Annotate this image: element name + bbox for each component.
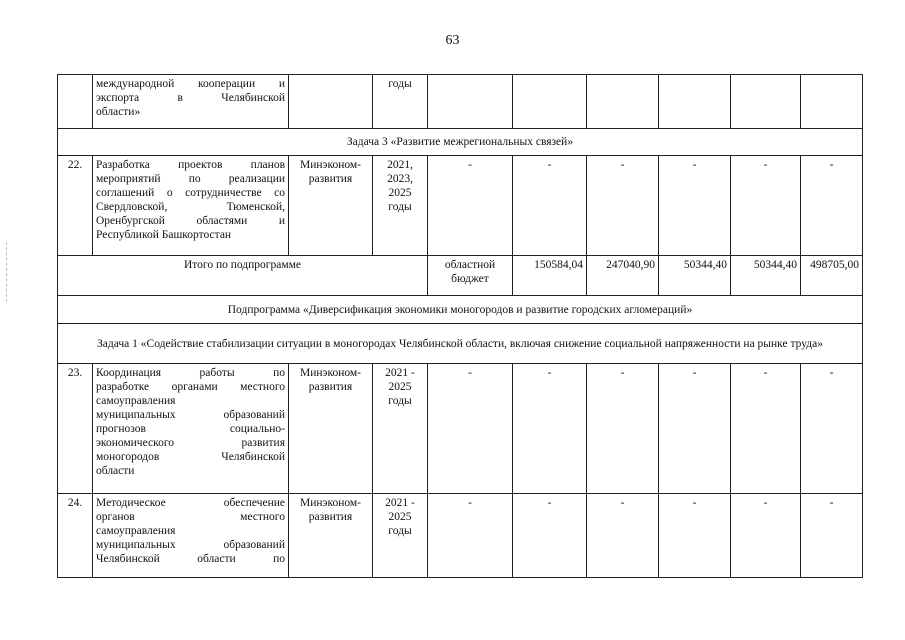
task3-header: Задача 3 «Развитие межрегиональных связей» — [58, 129, 863, 156]
period-cell: 2021 - 2025 годы — [373, 494, 428, 578]
value-cell: - — [659, 364, 731, 494]
value-cell: - — [428, 156, 513, 256]
period-cell: 2021 - 2025 годы — [373, 364, 428, 494]
table-row-23 — [58, 364, 863, 494]
value-cell: - — [659, 156, 731, 256]
executor-cell: Минэконом-развития — [289, 364, 373, 494]
value-cell: - — [428, 364, 513, 494]
executor-cell — [289, 75, 373, 129]
program-table — [57, 74, 863, 578]
table-row-24 — [58, 494, 863, 578]
event-text-line: муниципальных образований — [96, 539, 285, 551]
event-text-line: мероприятий по реализации — [96, 173, 285, 185]
value-cell: - — [513, 364, 587, 494]
value-cell: - — [801, 156, 863, 256]
event-text-line: Разработка проектов планов — [96, 159, 285, 171]
value-cell: 247040,90 — [587, 256, 659, 296]
row-number: 23. — [58, 364, 93, 494]
subtotal-row — [58, 256, 863, 296]
value-cell: - — [731, 156, 801, 256]
event-text-line: Координация работы по — [96, 367, 285, 379]
value-cell: - — [731, 494, 801, 578]
value-cell: - — [513, 156, 587, 256]
value-cell: - — [801, 494, 863, 578]
value-cell: - — [801, 364, 863, 494]
event-text-line: Свердловской, Тюменской, — [96, 201, 285, 213]
event-text-line: самоуправления — [96, 395, 176, 407]
margin-mark — [6, 242, 8, 302]
executor-cell: Минэконом-развития — [289, 156, 373, 256]
subprogram-header: Подпрограмма «Диверсификация экономики моногородов и развитие городских агломераций» — [58, 296, 863, 324]
value-cell: - — [731, 364, 801, 494]
event-text-line: экономического развития — [96, 437, 285, 449]
event-text-line: международной кооперации и — [96, 78, 285, 90]
event-text-line: прогнозов социально- — [96, 423, 285, 435]
event-text-line: самоуправления — [96, 525, 176, 537]
event-cell — [93, 156, 289, 256]
event-text-line: Челябинской области по — [96, 553, 285, 565]
value-cell: 50344,40 — [731, 256, 801, 296]
task1-header: Задача 1 «Содействие стабилизации ситуации в моногородах Челябинской области, включая снижение социальной напряженности на рынке труда» — [58, 324, 863, 364]
value-cell — [513, 75, 587, 129]
num-cell — [58, 75, 93, 129]
table-row-continued — [58, 75, 863, 129]
value-cell: - — [587, 156, 659, 256]
row-number: 24. — [58, 494, 93, 578]
event-cell — [93, 75, 289, 129]
value-cell: 498705,00 — [801, 256, 863, 296]
task-header-row — [58, 129, 863, 156]
value-cell: - — [587, 494, 659, 578]
event-text-line: области» — [96, 106, 141, 118]
value-cell: - — [428, 494, 513, 578]
task-header-row — [58, 324, 863, 364]
event-text-line: Республикой Башкортостан — [96, 229, 232, 241]
event-text-line: соглашений о сотрудничестве со — [96, 187, 285, 199]
event-text-line: Методическое обеспечение — [96, 497, 285, 509]
row-number: 22. — [58, 156, 93, 256]
executor-cell: Минэконом-развития — [289, 494, 373, 578]
value-cell — [659, 75, 731, 129]
value-cell: - — [659, 494, 731, 578]
value-cell — [731, 75, 801, 129]
event-text-line: Оренбургской областями и — [96, 215, 285, 227]
period-cell: 2021, 2023, 2025 годы — [373, 156, 428, 256]
event-text-line: разработке органами местного — [96, 381, 285, 393]
value-cell: 150584,04 — [513, 256, 587, 296]
funding-source: областной бюджет — [428, 256, 513, 296]
table-row-22 — [58, 156, 863, 256]
value-cell: 50344,40 — [659, 256, 731, 296]
event-text-line: моногородов Челябинской — [96, 451, 285, 463]
event-text-line: экспорта в Челябинской — [96, 92, 285, 104]
page-number: 63 — [445, 33, 460, 48]
event-cell — [93, 494, 289, 578]
value-cell — [428, 75, 513, 129]
event-text-line: муниципальных образований — [96, 409, 285, 421]
value-cell: - — [587, 364, 659, 494]
value-cell: - — [513, 494, 587, 578]
subprogram-header-row — [58, 296, 863, 324]
value-cell — [587, 75, 659, 129]
event-text-line: органов местного — [96, 511, 285, 523]
value-cell — [801, 75, 863, 129]
period-cell: годы — [373, 75, 428, 129]
event-cell — [93, 364, 289, 494]
event-text-line: области — [96, 465, 135, 477]
subtotal-label: Итого по подпрограмме — [58, 256, 428, 296]
